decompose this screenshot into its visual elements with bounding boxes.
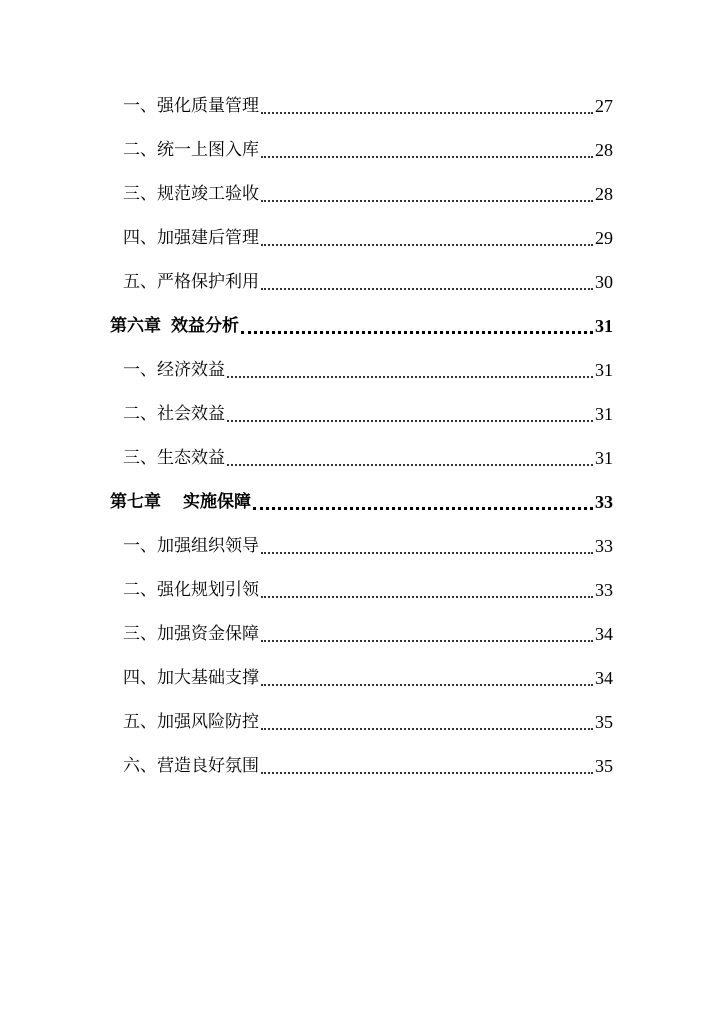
- dot-leader: [261, 728, 593, 730]
- toc-entry-title: 一、强化质量管理: [123, 95, 259, 116]
- toc-entry-page: 29: [595, 228, 613, 248]
- toc-entry[interactable]: [0, 216, 613, 260]
- toc-entry-title: 二、统一上图入库: [123, 139, 259, 160]
- dot-leader: [227, 464, 593, 466]
- chapter-number: 第七章: [110, 491, 161, 512]
- toc-entry-page: 27: [595, 96, 613, 116]
- toc-entry-title: 一、经济效益: [123, 359, 225, 380]
- toc-entry-page: 35: [595, 756, 613, 776]
- toc-entry[interactable]: [0, 744, 613, 788]
- toc-entry[interactable]: [0, 700, 613, 744]
- toc-entry[interactable]: [0, 656, 613, 700]
- dot-leader: [227, 376, 593, 378]
- toc-chapter-title: [110, 491, 251, 512]
- toc-entry-page: 34: [595, 624, 613, 644]
- toc-entry[interactable]: [0, 436, 613, 480]
- toc-chapter-entry[interactable]: [0, 480, 613, 524]
- table-of-contents: [0, 84, 724, 788]
- dot-leader: [261, 772, 593, 774]
- toc-entry-page: 30: [595, 272, 613, 292]
- toc-entry-title: 三、加强资金保障: [123, 623, 259, 644]
- toc-entry-page: 31: [595, 360, 613, 380]
- dot-leader: [227, 420, 593, 422]
- toc-entry-title: 五、严格保护利用: [123, 271, 259, 292]
- toc-entry-title: 五、加强风险防控: [123, 711, 259, 732]
- toc-entry-title: 一、加强组织领导: [123, 535, 259, 556]
- toc-entry-title: 三、规范竣工验收: [123, 183, 259, 204]
- dot-leader: [261, 552, 593, 554]
- dot-leader: [261, 640, 593, 642]
- dot-leader: [261, 596, 593, 598]
- toc-entry-page: 33: [595, 536, 613, 556]
- toc-entry-page: 28: [595, 140, 613, 160]
- dot-leader: [261, 684, 593, 686]
- toc-entry-title: 三、生态效益: [123, 447, 225, 468]
- toc-entry[interactable]: [0, 128, 613, 172]
- toc-entry-page: 33: [595, 492, 613, 512]
- toc-entry[interactable]: [0, 260, 613, 304]
- toc-entry-title: 四、加强建后管理: [123, 227, 259, 248]
- toc-entry-title: 二、强化规划引领: [123, 579, 259, 600]
- dot-leader: [261, 244, 593, 246]
- dot-leader: [261, 112, 593, 114]
- chapter-number: 第六章: [110, 315, 161, 336]
- toc-entry-title: 二、社会效益: [123, 403, 225, 424]
- dot-leader: [261, 156, 593, 158]
- toc-entry-page: 33: [595, 580, 613, 600]
- dot-leader: [253, 507, 593, 510]
- chapter-name: 实施保障: [183, 491, 251, 512]
- dot-leader: [261, 200, 593, 202]
- toc-chapter-entry[interactable]: [0, 304, 613, 348]
- chapter-name: 效益分析: [171, 315, 239, 336]
- dot-leader: [241, 331, 593, 334]
- toc-entry[interactable]: [0, 392, 613, 436]
- toc-entry[interactable]: [0, 524, 613, 568]
- toc-entry[interactable]: [0, 612, 613, 656]
- toc-entry[interactable]: [0, 568, 613, 612]
- toc-entry[interactable]: [0, 84, 613, 128]
- toc-entry-page: 35: [595, 712, 613, 732]
- toc-chapter-title: [110, 315, 239, 336]
- toc-entry-page: 34: [595, 668, 613, 688]
- toc-entry-page: 31: [595, 316, 613, 336]
- dot-leader: [261, 288, 593, 290]
- toc-entry-title: 六、营造良好氛围: [123, 755, 259, 776]
- toc-entry-page: 28: [595, 184, 613, 204]
- toc-entry[interactable]: [0, 348, 613, 392]
- toc-entry[interactable]: [0, 172, 613, 216]
- toc-entry-title: 四、加大基础支撑: [123, 667, 259, 688]
- toc-entry-page: 31: [595, 404, 613, 424]
- toc-entry-page: 31: [595, 448, 613, 468]
